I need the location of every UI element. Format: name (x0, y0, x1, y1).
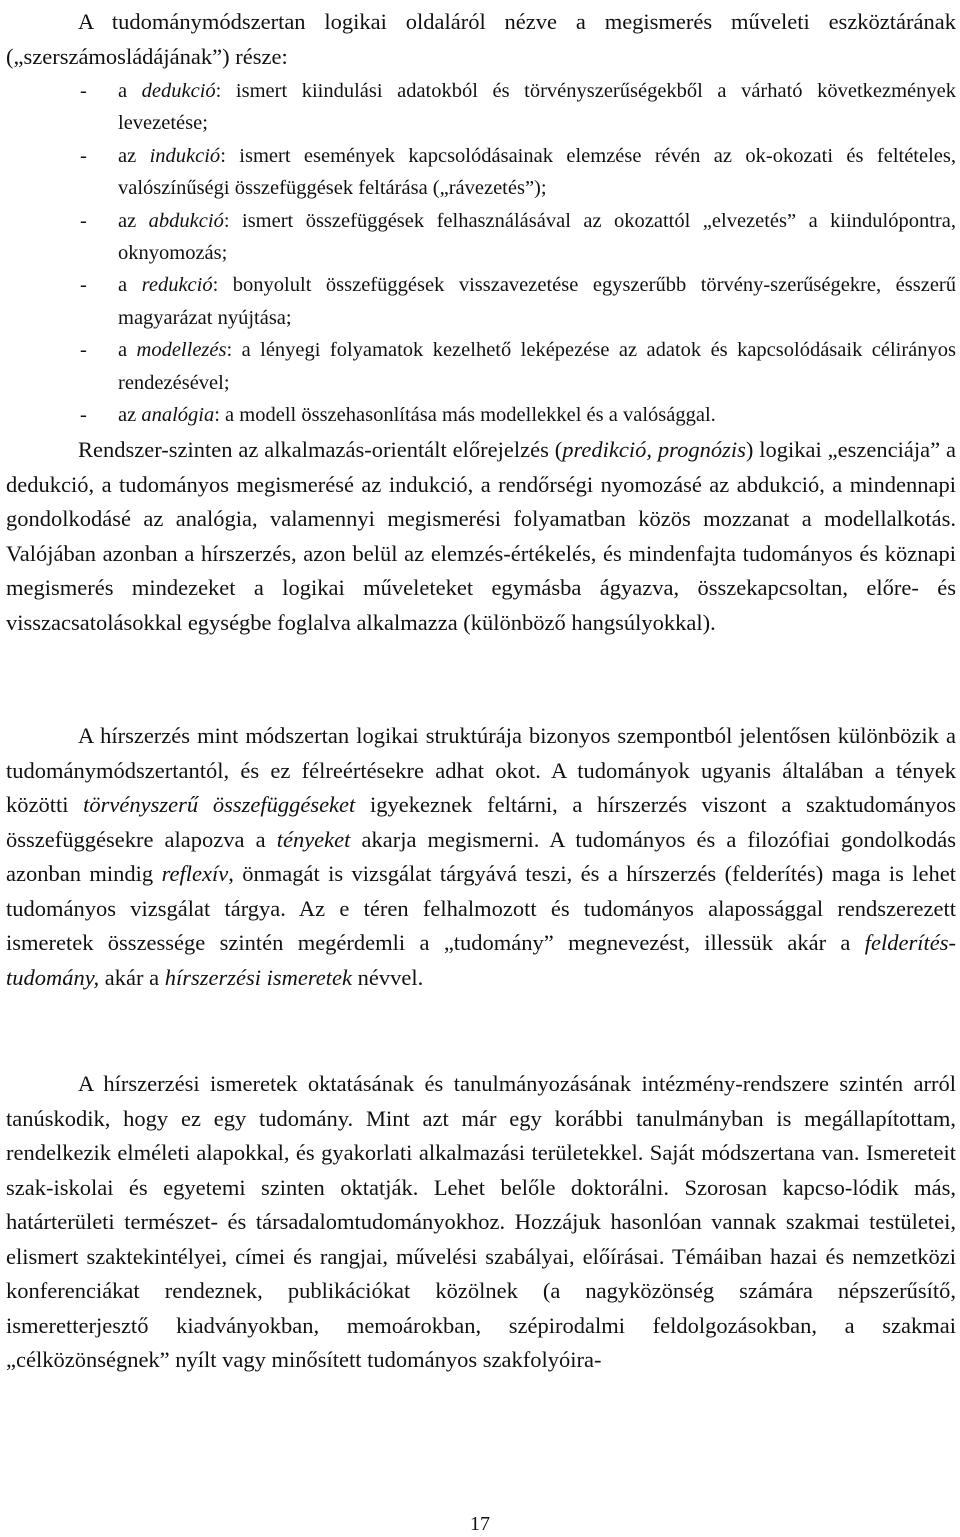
body-paragraph-hirszerzes-modszertan: A hírszerzés mint módszertan logikai struktúrája bizonyos szempontból jelentősen különbözik a tudománymódszertantól, és ez félreértésekre adhat okot. A tudományok ugyanis általában a tények közötti törvényszerű összefüggéseket igyekeznek feltárni, a hírszerzés viszont a szaktudományos összefüggésekre alapozva a tényeket akarja megismerni. A tudományos és a filozófiai gondolkodás azonban mindig reflexív, önmagát is vizsgálat tárgyává teszi, és a hírszerzés (felderítés) maga is lehet tudományos vizsgálat tárgya. Az e téren felhalmozott és tudományos alapossággal rendszerezett ismeretek összessége szintén megérdemli a „tudomány” megnevezést, illessük akár a felderítés-tudomány, akár a hírszerzési ismeretek névvel. (6, 723, 956, 990)
term: abdukció (148, 209, 224, 232)
body-paragraph-predikcio: Rendszer-szinten az alkalmazás-orientált előrejelzés (predikció, prognózis) logikai „eszenciája” a dedukció, a tudományos megismerésé az indukció, a rendőrségi nyomozásé az abdukció, a mindennapi gondolkodásé az analógia, valamennyi megismerési folyamatban közös mozzanat a modellalkotás. Valójában azonban a hírszerzés, azon belül az elemzés-értékelés, és mindenfajta tudományos és köznapi megismerés mindezeket a logikai műveleteket egymásba ágyazva, összekapcsoltan, előre- és visszacsatolásokkal egységbe foglalva alkalmazza (különböző hangsúlyokkal). (6, 437, 956, 635)
term: indukció (149, 144, 221, 167)
list-dash: - (80, 80, 87, 102)
list-item: - az abdukció: ismert összefüggések felhasználásával az okozattól „elvezetés” a kiindulópontra, oknyomozás; (6, 205, 956, 270)
list-item: - a dedukció: ismert kiindulási adatokból és törvényszerűségekből a várható következmények levezetése; (6, 75, 956, 140)
list-item: - az analógia: a modell összehasonlítása más modellekkel és a valósággal. (6, 399, 956, 431)
term: modellezés (136, 339, 227, 362)
intro-paragraph: A tudománymódszertan logikai oldaláról nézve a megismerés műveleti eszköztárának („szerszámosládájának”) része: (6, 9, 956, 69)
logic-operations-list (6, 75, 956, 431)
term: redukció (141, 274, 213, 297)
page-number: 17 (470, 1513, 490, 1535)
list-dash: - (80, 339, 87, 362)
body-paragraph-oktatas: A hírszerzési ismeretek oktatásának és tanulmányozásának intézmény-rendszere szintén arról tanúskodik, hogy ez egy tudomány. Mint azt már egy korábbi tanulmányban is megállapítottam, rendelkezik elméleti alapokkal, és gyakorlati alkalmazási területekkel. Saját módszertana van. Ismereteit szak-iskolai és egyetemi szinten oktatják. Lehet belőle doktorálni. Szorosan kapcso-lódik más, határterületi természet- és társadalomtudományokhoz. Hozzájuk hasonlóan vannak szakmai testületei, elismert szaktekintélyei, címei és rangjai, művelési szabályai, előírásai. Témáiban hazai és nemzetközi konferenciákat rendeznek, publikációkat közölnek (a nagyközönség számára népszerűsítő, ismeretterjesztő kiadványokban, memoárokban, szépirodalmi feldolgozásokban, a szakmai „célközönségnek” nyílt vagy minősített tudományos szakfolyóira- (6, 1071, 956, 1372)
list-item: - a modellezés: a lényegi folyamatok kezelhető leképezése az adatok és kapcsolódásaik célirányos rendezésével; (6, 334, 956, 399)
list-dash: - (80, 404, 87, 427)
list-dash: - (80, 144, 87, 167)
list-item: - az indukció: ismert események kapcsolódásainak elemzése révén az ok-okozati és feltételes, valószínűségi összefüggések feltárása („rávezetés”); (6, 140, 956, 205)
list-dash: - (80, 274, 87, 297)
term: dedukció (141, 80, 216, 102)
list-item: - a redukció: bonyolult összefüggések visszavezetése egyszerűbb törvény-szerűségekre, ésszerű magyarázat nyújtása; (6, 269, 956, 334)
list-dash: - (80, 209, 87, 232)
term: analógia (141, 404, 215, 427)
